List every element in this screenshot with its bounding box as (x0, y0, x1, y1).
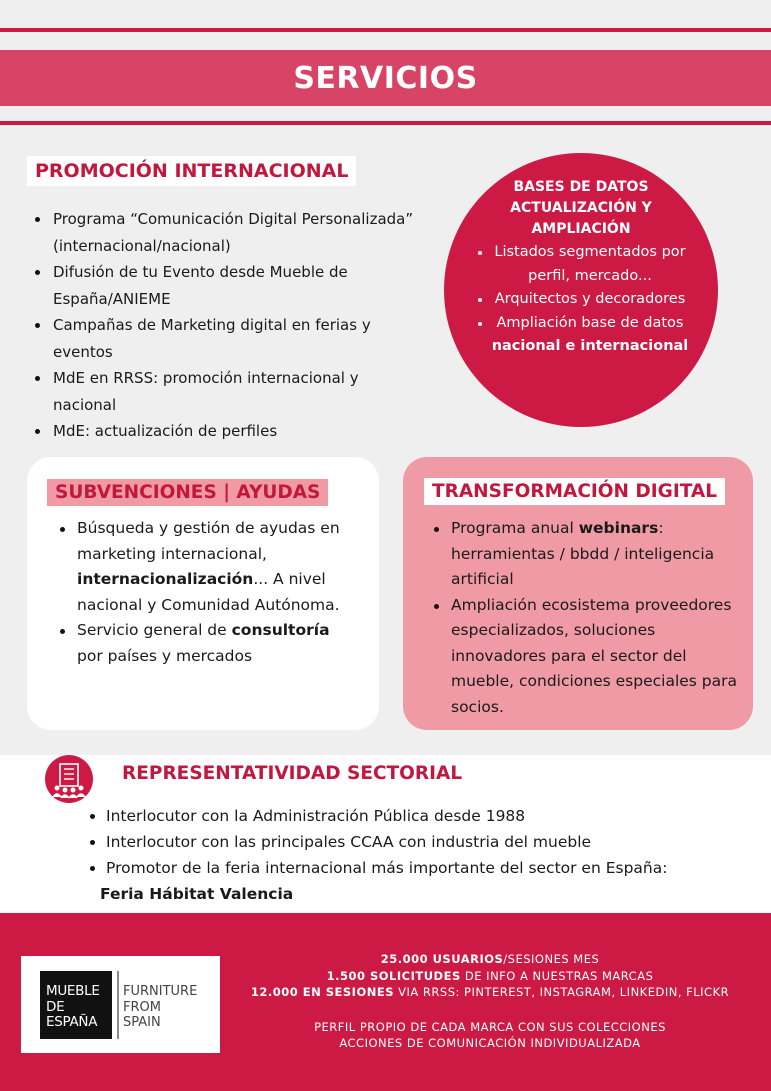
footer-stats (240, 951, 740, 1052)
list-item: Campañas de Marketing digital en ferias y eventos (27, 312, 417, 365)
item-text: Servicio general de (77, 621, 232, 639)
logo-text: MUEBLE (46, 983, 100, 999)
subvenciones-list (53, 516, 343, 669)
promocion-list (27, 206, 417, 445)
mueble-de-espana-logo (21, 956, 220, 1053)
list-item: Programa “Comunicación Digital Personalizada” (internacional/nacional) (27, 206, 417, 259)
promocion-title: PROMOCIÓN INTERNACIONAL (27, 156, 356, 186)
stat-line (240, 984, 740, 1001)
item-text: por países y mercados (77, 646, 253, 665)
item-bold: consultoría (231, 621, 330, 639)
bases-title: BASES DE DATOS ACTUALIZACIÓN Y AMPLIACIÓN (510, 179, 652, 237)
logo-text: FROM (123, 999, 161, 1015)
stat-bold: 1.500 SOLICITUDES (326, 968, 461, 983)
bases-circle (444, 153, 718, 427)
item-text: Búsqueda y gestión de ayudas en marketing internacional, (77, 519, 340, 563)
representatividad-list (82, 803, 762, 881)
stat-bold: 12.000 EN SESIONES (250, 985, 394, 999)
list-item: Interlocutor con las principales CCAA con industria del mueble (82, 829, 762, 855)
item-text: Ampliación base de datos (496, 314, 684, 331)
list-item (427, 516, 742, 593)
item-bold: internacionalización (77, 570, 254, 588)
list-item: Arquitectos y decoradores (472, 288, 692, 312)
list-item: MdE: actualización de perfiles (27, 418, 417, 445)
logo-divider (117, 971, 119, 1039)
list-item: MdE en RRSS: promoción internacional y nacional (27, 365, 417, 418)
representatividad-title: REPRESENTATIVIDAD SECTORIAL (122, 763, 463, 784)
stat-line (240, 968, 740, 985)
item-bold: nacional e internacional (491, 338, 689, 354)
transformacion-title: TRANSFORMACIÓN DIGITAL (424, 478, 725, 505)
stat-text: /SESIONES MES (503, 952, 600, 966)
subvenciones-card (27, 457, 379, 730)
stat-line (240, 951, 740, 968)
top-rule (0, 28, 771, 32)
list-item: Difusión de tu Evento desde Mueble de España/ANIEME (27, 259, 417, 312)
transformacion-card (403, 457, 753, 730)
logo-mark (40, 971, 112, 1039)
item-bold: webinars (578, 519, 659, 537)
logo-text: ESPAÑA (46, 1014, 98, 1030)
list-item: Listados segmentados por perfil, mercado... (472, 241, 692, 288)
footer (0, 913, 771, 1091)
representatividad-section (0, 755, 771, 913)
stat-text: VIA RRSS: PINTEREST, INSTAGRAM, LINKEDIN, FLICKR (393, 985, 730, 999)
building-people-icon (45, 755, 93, 803)
transformacion-list (427, 516, 742, 720)
bases-list (472, 241, 692, 359)
subvenciones-title: SUBVENCIONES | AYUDAS (47, 479, 328, 506)
list-item (53, 618, 343, 669)
logo-text: FURNITURE (123, 984, 198, 999)
page-title: SERVICIOS (293, 60, 478, 96)
item-text: : herramientas / bbdd / inteligencia artificial (451, 519, 715, 588)
stat-bold: 25.000 USUARIOS (380, 952, 504, 966)
logo-tagline (123, 984, 197, 1031)
stat-line: PERFIL PROPIO DE CADA MARCA CON SUS COLECCIONES (314, 1019, 666, 1034)
item-text: Programa anual (451, 519, 579, 537)
bottom-rule (0, 121, 771, 125)
list-item: Ampliación ecosistema proveedores especializados, soluciones innovadores para el sector del mueble, condiciones especiales para socios. (427, 593, 742, 721)
list-item (53, 516, 343, 618)
stat-text: DE INFO A NUESTRAS MARCAS (460, 968, 654, 983)
list-item (472, 312, 692, 359)
logo-text: SPAIN (123, 1015, 161, 1030)
item-text: ... A nivel nacional y Comunidad Autónoma. (77, 570, 340, 614)
stat-line: ACCIONES DE COMUNICACIÓN INDIVIDUALIZADA (339, 1036, 641, 1050)
list-item: Promotor de la feria internacional más importante del sector en España: (82, 855, 762, 881)
list-item: Interlocutor con la Administración Pública desde 1988 (82, 803, 762, 829)
logo-text: DE (46, 998, 65, 1015)
feria-name: Feria Hábitat Valencia (100, 885, 294, 903)
services-banner (0, 50, 771, 106)
